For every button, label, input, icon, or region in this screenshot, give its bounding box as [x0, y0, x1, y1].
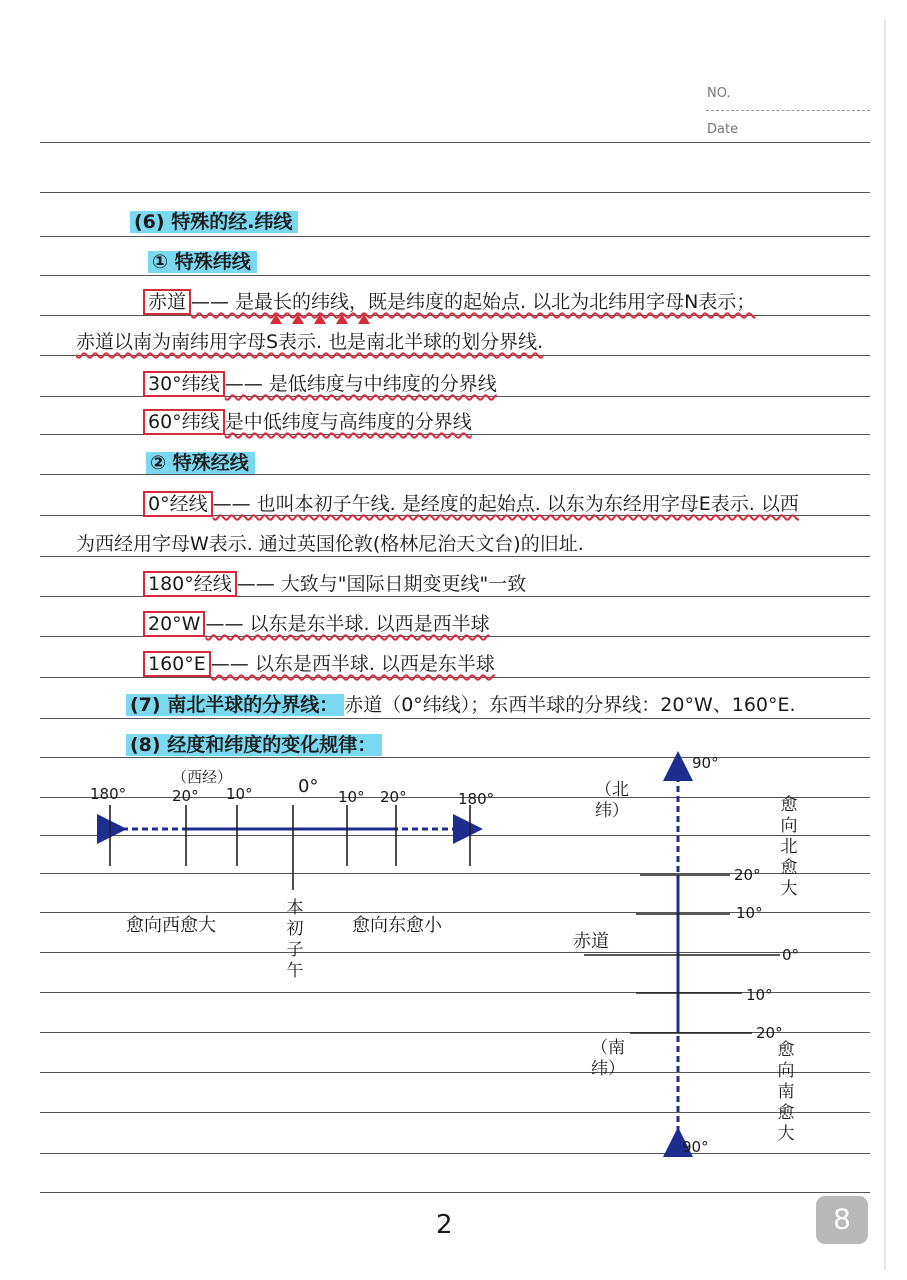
equator-term: 赤道 — [143, 289, 191, 315]
south-rule: 愈向南愈大 — [777, 1040, 795, 1144]
lon180-line: 180°经线 —— 大致与"国际日期变更线"一致 — [143, 572, 526, 596]
lon-tick-20w: 20° — [172, 787, 199, 805]
south-lat-label: （南纬） — [591, 1038, 625, 1079]
north-rule: 愈向北愈大 — [780, 795, 798, 899]
date-label: Date — [707, 122, 739, 137]
lat-bottom-90: 90° — [682, 1138, 709, 1156]
lat-tick-10n: 10° — [736, 904, 763, 922]
lon-tick-10e: 10° — [338, 788, 365, 806]
w20-line: 20°W —— 以东是东半球. 以西是西半球 — [143, 612, 490, 636]
emphasis-triangles — [270, 314, 370, 324]
lon0-line-1: 0°经线 —— 也叫本初子午线. 是经度的起始点. 以东为东经用字母E表示. 以西 — [143, 492, 799, 516]
equator-line-2: 赤道以南为南纬用字母S表示. 也是南北半球的划分界线. — [76, 331, 544, 353]
section-7-line: (7) 南北半球的分界线： 赤道（0°纬线）；东西半球的分界线：20°W、160°E. — [126, 693, 796, 717]
section-6-2-title: ② 特殊经线 — [146, 451, 255, 475]
lat-tick-20s: 20° — [756, 1024, 783, 1042]
lon-tick-180e: 180° — [458, 790, 495, 808]
north-lat-label: （北纬） — [595, 780, 629, 821]
prime-meridian-label: 本初子午 — [286, 898, 304, 981]
west-longitude-label: （西经） — [172, 768, 233, 786]
section-8-title: (8) 经度和纬度的变化规律： — [126, 733, 382, 757]
e160-line: 160°E —— 以东是西半球. 以西是东半球 — [143, 652, 495, 676]
section-6-1-title: ① 特殊纬线 — [148, 250, 257, 274]
equator-line-1: 赤道 —— 是最长的纬线，既是纬度的起始点. 以北为北纬用字母N表示； — [143, 290, 755, 314]
lat-top-90: 90° — [692, 754, 719, 772]
lon-tick-180w: 180° — [90, 785, 127, 803]
lat60-line: 60°纬线 是中低纬度与高纬度的分界线 — [143, 410, 472, 434]
lat-tick-20n: 20° — [734, 866, 761, 884]
lat-tick-0: 0° — [782, 946, 800, 964]
equator-label: 赤道 — [573, 931, 609, 952]
lon0-line-2: 为西经用字母W表示. 通过英国伦敦(格林尼治天文台)的旧址. — [76, 533, 584, 555]
lon-tick-20e: 20° — [380, 788, 407, 806]
lat30-line: 30°纬线 —— 是低纬度与中纬度的分界线 — [143, 372, 497, 396]
west-rule: 愈向西愈大 — [126, 915, 216, 936]
lat-tick-10s: 10° — [746, 986, 773, 1004]
longitude-ticks — [110, 805, 470, 890]
page-badge: 8 — [816, 1196, 868, 1244]
page-number: 2 — [436, 1210, 453, 1240]
east-rule: 愈向东愈小 — [352, 915, 442, 936]
lon-tick-0: 0° — [298, 776, 319, 797]
no-label: NO. — [707, 86, 731, 101]
section-6-title: (6) 特殊的经.纬线 — [130, 210, 298, 234]
latitude-ticks — [584, 875, 780, 1033]
lon-tick-10w: 10° — [226, 785, 253, 803]
